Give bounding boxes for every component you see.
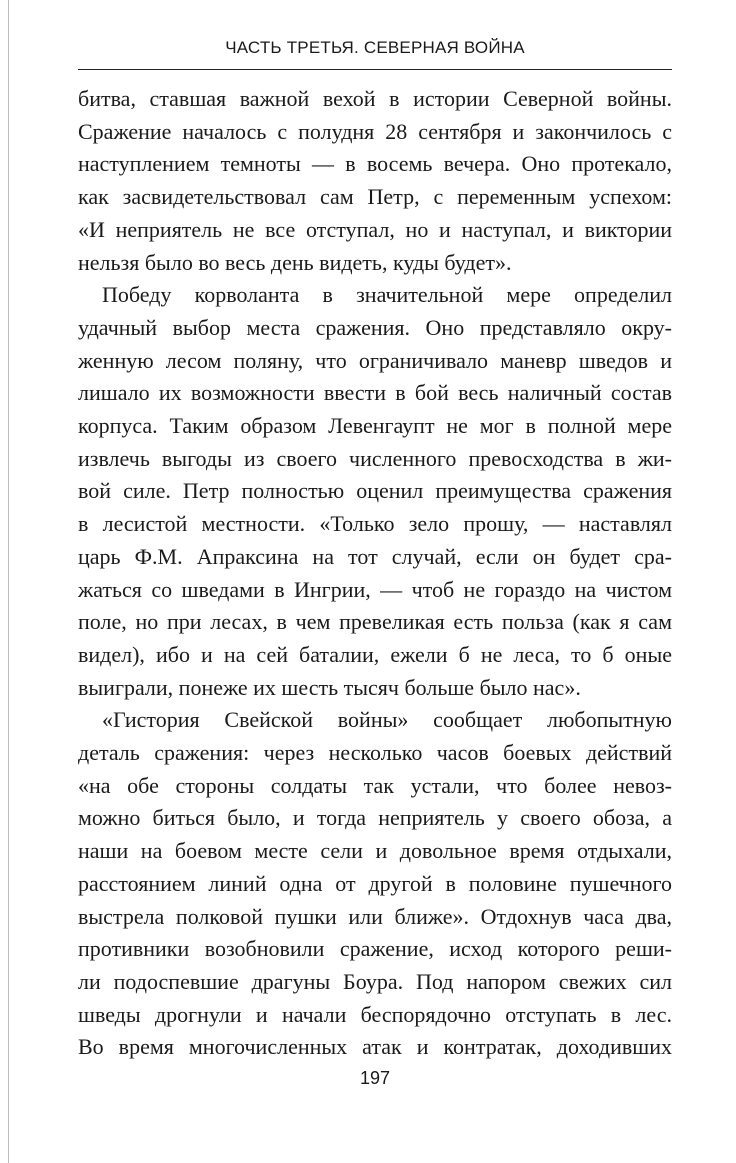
paragraph	[78, 279, 672, 704]
text-line: Сражение началось с полудня 28 сентября и закончилось с	[78, 118, 672, 144]
text-line: ли подоспевшие драгуны Боура. Под напором свежих сил	[78, 968, 672, 994]
text-line: Победу корволанта в значительной мере определил	[102, 282, 672, 308]
text-line: выиграли, понеже их шесть тысяч больше было нас».	[78, 674, 581, 700]
text-line: в лесистой местности. «Только зело прошу, — наставлял	[78, 511, 672, 537]
text-line: женную лесом поляну, что ограничивало маневр шведов и	[78, 347, 672, 373]
text-line: наступлением темноты — в восемь вечера. Оно протекало,	[78, 151, 672, 177]
text-line: шведы дрогнули и начали беспорядочно отступать в лес.	[78, 1001, 672, 1027]
paragraph	[78, 83, 672, 279]
text-line: вой силе. Петр полностью оценил преимущества сражения	[78, 478, 672, 504]
text-line: поле, но при лесах, в чем превеликая есть польза (как я сам	[78, 609, 672, 635]
text-line: битва, ставшая важной вехой в истории Северной войны.	[78, 86, 672, 111]
body-text	[78, 83, 672, 1064]
text-line: «на обе стороны солдаты так устали, что более невоз-	[78, 772, 672, 798]
running-head: ЧАСТЬ ТРЕТЬЯ. СЕВЕРНАЯ ВОЙНА	[225, 38, 525, 57]
text-line: корпуса. Таким образом Левенгаупт не мог в полной мере	[78, 413, 672, 439]
text-line: лишало их возможности ввести в бой весь наличный состав	[78, 380, 672, 406]
text-line: удачный выбор места сражения. Оно представляло окру-	[78, 314, 672, 340]
text-line: «Гистория Свейской войны» сообщает любопытную	[102, 707, 672, 733]
text-line: видел), ибо и на сей баталии, ежели б не леса, то б оные	[78, 641, 672, 667]
paragraph	[78, 704, 672, 1064]
text-line: выстрела полковой пушки или ближе». Отдохнув часа два,	[78, 903, 672, 929]
text-line: расстоянием линий одна от другой в половине пушечного	[78, 870, 672, 896]
text-line: как засвидетельствовал сам Петр, с переменным успехом:	[78, 184, 672, 210]
header-rule	[78, 69, 672, 70]
text-line: «И неприятель не все отступал, но и наступал, и виктории	[78, 216, 672, 242]
text-line: жаться со шведами в Ингрии, — чтоб не гораздо на чистом	[78, 576, 672, 602]
text-line: деталь сражения: через несколько часов боевых действий	[78, 740, 672, 766]
text-line: можно биться было, и тогда неприятель у своего обоза, а	[78, 805, 672, 831]
page-edge-line	[8, 0, 9, 1163]
text-line: нельзя было во весь день видеть, куды будет».	[78, 249, 512, 275]
text-line: царь Ф.М. Апраксина на тот случай, если он будет сра-	[78, 543, 672, 569]
text-line: Во время многочисленных атак и контратак, доходивших	[78, 1034, 672, 1060]
text-line: извлечь выгоды из своего численного превосходства в жи-	[78, 445, 672, 471]
text-line: наши на боевом месте сели и довольное время отдыхали,	[78, 838, 672, 864]
text-line: противники возобновили сражение, исход которого реши-	[78, 936, 672, 962]
page-number: 197	[359, 1068, 391, 1088]
